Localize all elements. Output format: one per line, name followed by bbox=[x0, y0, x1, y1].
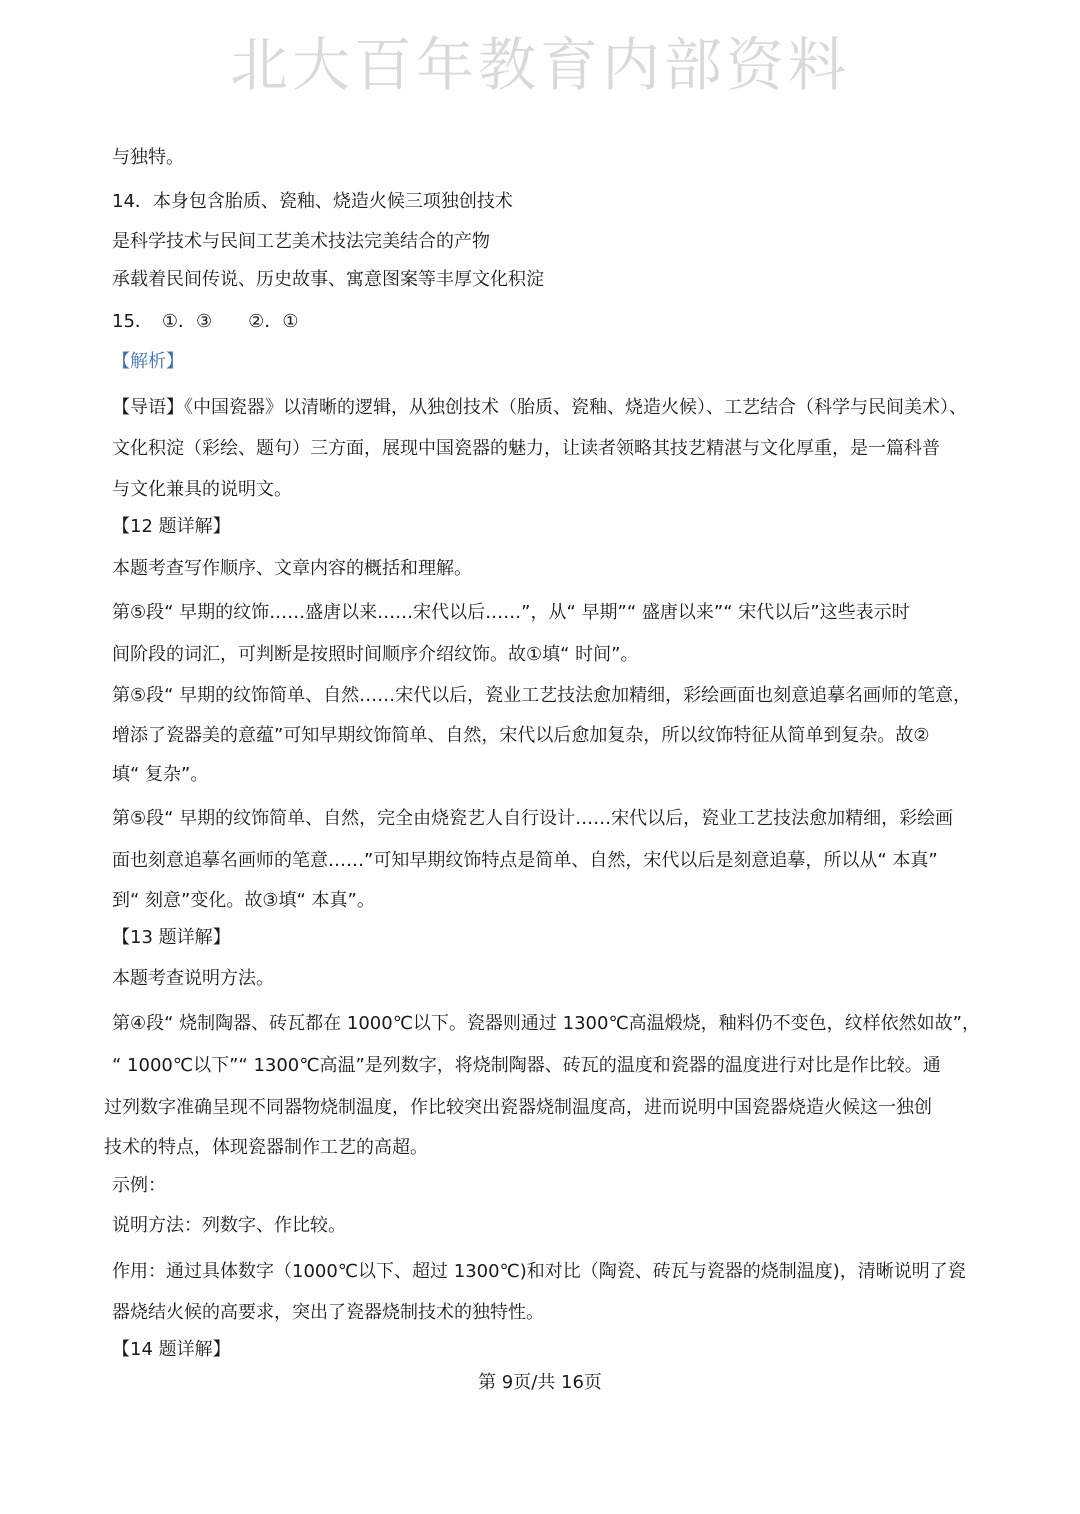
text-line: 增添了瓷器美的意蕴”可知早期纹饰简单、自然，宋代以后愈加复杂，所以纹饰特征从简单到复杂。故② bbox=[112, 725, 930, 746]
answer-15: 15． ①．③ ②．① bbox=[112, 311, 299, 332]
section-heading-13: 【13 题详解】 bbox=[112, 927, 231, 948]
text-line: 承载着民间传说、历史故事、寓意图案等丰厚文化积淀 bbox=[112, 269, 544, 290]
watermark: 北大百年教育内部资料 bbox=[229, 31, 850, 99]
text-line: 是科学技术与民间工艺美术技法完美结合的产物 bbox=[112, 231, 490, 252]
text-line: 第④段“ 烧制陶器、砖瓦都在 1000℃以下。瓷器则通过 1300℃高温煅烧，釉料仍不变色，纹样依然如故”， bbox=[112, 1013, 980, 1034]
text-line: 到“ 刻意”变化。故③填“ 本真”。 bbox=[112, 890, 375, 911]
text-line: 面也刻意追摹名画师的笔意……”可知早期纹饰特点是简单、自然，宋代以后是刻意追摹，所以从“ 本真” bbox=[112, 850, 938, 871]
page-number: 第 9页/共 16页 bbox=[478, 1372, 602, 1393]
text-line: 第⑤段“ 早期的纹饰简单、自然……宋代以后，瓷业工艺技法愈加精细，彩绘画面也刻意追摹名画师的笔意， bbox=[112, 685, 972, 706]
text-line: 第⑤段“ 早期的纹饰简单、自然，完全由烧瓷艺人自行设计……宋代以后，瓷业工艺技法愈加精细，彩绘画 bbox=[112, 808, 954, 829]
intro-paragraph: 【导语】《中国瓷器》以清晰的逻辑，从独创技术（胎质、瓷釉、烧造火候）、工艺结合（科学与民间美术）、 bbox=[112, 397, 967, 418]
text-line: 说明方法：列数字、作比较。 bbox=[112, 1215, 346, 1236]
text-line: “ 1000℃以下”“ 1300℃高温”是列数字，将烧制陶器、砖瓦的温度和瓷器的温度进行对比是作比较。通 bbox=[112, 1055, 941, 1076]
text-line: 间阶段的词汇，可判断是按照时间顺序介绍纹饰。故①填“ 时间”。 bbox=[112, 644, 639, 665]
text-line: 与独特。 bbox=[112, 147, 184, 168]
text-line: 作用：通过具体数字（1000℃以下、超过 1300℃)和对比（陶瓷、砖瓦与瓷器的烧制温度)，清晰说明了瓷 bbox=[112, 1261, 966, 1282]
text-line: 技术的特点，体现瓷器制作工艺的高超。 bbox=[104, 1137, 428, 1158]
answer-14: 14．本身包含胎质、瓷釉、烧造火候三项独创技术 bbox=[112, 191, 513, 212]
text-line: 器烧结火候的高要求，突出了瓷器烧制技术的独特性。 bbox=[112, 1302, 544, 1323]
text-line: 本题考查说明方法。 bbox=[112, 968, 274, 989]
text-line: 与文化兼具的说明文。 bbox=[112, 479, 292, 500]
section-heading-12: 【12 题详解】 bbox=[112, 516, 231, 537]
text-line: 文化积淀（彩绘、题句）三方面，展现中国瓷器的魅力，让读者领略其技艺精湛与文化厚重，是一篇科普 bbox=[112, 438, 940, 459]
text-line: 本题考查写作顺序、文章内容的概括和理解。 bbox=[112, 558, 472, 579]
analysis-heading: 【解析】 bbox=[112, 351, 184, 372]
text-line: 填“ 复杂”。 bbox=[112, 764, 209, 785]
section-heading-14: 【14 题详解】 bbox=[112, 1339, 231, 1360]
text-line: 过列数字准确呈现不同器物烧制温度，作比较突出瓷器烧制温度高，进而说明中国瓷器烧造火候这一独创 bbox=[104, 1097, 932, 1118]
text-line: 第⑤段“ 早期的纹饰……盛唐以来……宋代以后……”，从“ 早期”“ 盛唐以来”“ 宋代以后”这些表示时 bbox=[112, 602, 910, 623]
text-line: 示例： bbox=[112, 1175, 166, 1196]
